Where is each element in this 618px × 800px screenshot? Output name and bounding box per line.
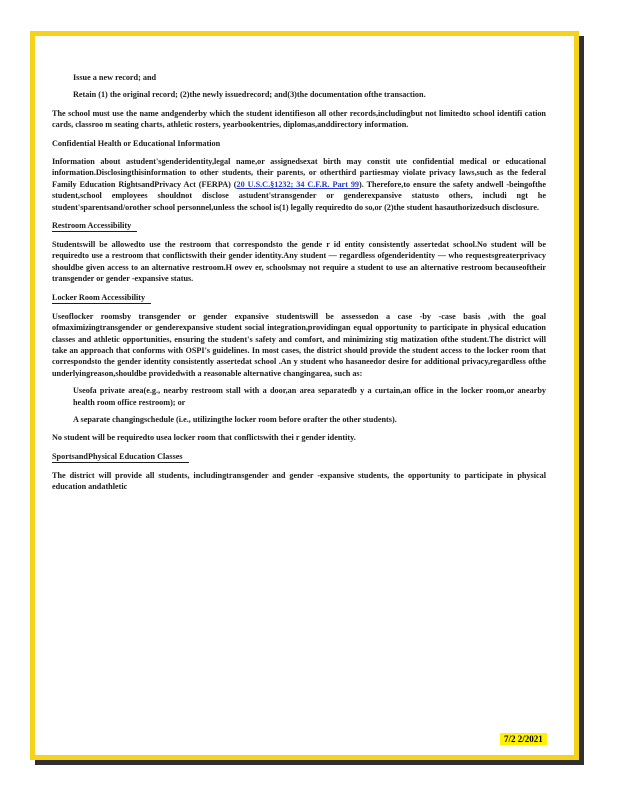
heading-restroom: Restroom Accessibility (52, 220, 546, 232)
heading-sports: SportsandPhysical Education Classes (52, 451, 546, 463)
paragraph-no-student: No student will be requiredto usea locker room that conflictswith thei r gender identity. (52, 433, 356, 443)
paragraph-confidential: Information about astudent'sgenderidentity,legal name,or assignedsexat birth may constit ute confidential medical or educational information.Disclosingthisinformation to other students, their parents, or otherthird partiesmay violate privacy laws,such as the federal Family Education RightsandPrivacy Act (FERPA) (20 U.S.C.§1232; 34 C.F.R. Part 99). Therefore,to ensure the safety andwell -beingofthe student,school employees shouldnot disclose astudent'stransgender or genderexpansive statusto others, includi ngt he student'sparentsand/orother school personnel,unless the school is(1) legally requiredto do so,or (2)the student hasauthorizedsuch disclosure. (52, 157, 546, 212)
document-body (52, 72, 546, 493)
list-item: A separate changingschedule (i.e., utilizingthe locker room before orafter the other students). (73, 414, 397, 424)
date-stamp: 7/2 2/2021 (500, 733, 547, 745)
heading-confidential: Confidential Health or Educational Information (52, 138, 221, 148)
list-item: Retain (1) the original record; (2)the newly issuedrecord; and(3)the documentation ofthe transaction. (73, 90, 426, 100)
paragraph-locker: Useoflocker roomsby transgender or gender expansive studentswill be assessedon a case -by -case basis ,with the goal ofmaximizingtransgender or genderexpansive student social integration,providingan equal opportunity to participate in physical education classes and athletic opportunities, ensuring the student's safety and comfort, and minimizing stig matization ofthe student.The district will take an approach that conforms with OSPI's guidelines. In most cases, the district should provide the student access to the locker room that correspondsto the gender identity consistently assertedat school .An y student who hasaneedor desire for additional privacy,regardless ofthe underlyingreason,shouldbe providedwith a reasonable alternative changingarea, such as: (52, 311, 546, 378)
paragraph-sports: The district will provide all students, includingtransgender and gender -expansive students, the opportunity to participate in physical education andathletic (52, 470, 546, 492)
list-item: Issue a new record; and (73, 73, 157, 82)
paragraph-name-use: The school must use the name andgenderby which the student identifieson all other records,includingbut not limitedto school identifi cation cards, classroo m seating charts, athletic rosters, yearbookentries, diplomas,anddirectory information. (52, 108, 546, 130)
paragraph-restroom: Studentswill be allowedto use the restroom that correspondsto the gende r id entity consistently assertedat school.No student will be requiredto use a restroom that conflictswith their gender identity.Any student — regardless ofgenderidentity — who requestsgreaterprivacy shouldbe given access to an alternative restroom.H owev er, schoolsmay not require a student to use an alternative restroom becauseoftheir transgender or gender -expansive status. (52, 240, 546, 284)
heading-locker: Locker Room Accessibility (52, 292, 546, 304)
list-item: Useofa private area(e.g., nearby restroom stall with a door,an area separatedb y a curtain,an office in the locker room,or anearby health room office restroom); or (73, 386, 546, 407)
ferpa-citation-link[interactable]: 20 U.S.C.§1232; 34 C.F.R. Part 99 (236, 179, 360, 189)
